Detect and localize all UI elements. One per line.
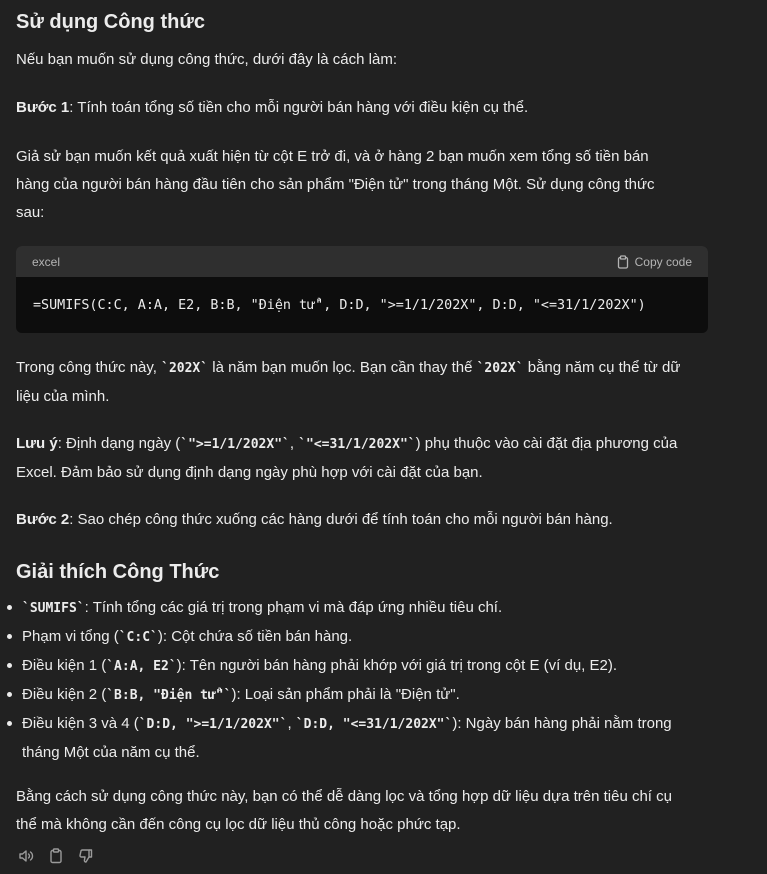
assumption-line-2: hàng của người bán hàng đầu tiên cho sản phẩm "Điện tử" trong tháng Một. Sử dụng công thức — [16, 176, 655, 193]
inline-code: `B:B, "Điện tử"` — [106, 688, 232, 703]
intro-paragraph: Nếu bạn muốn sử dụng công thức, dưới đây là cách làm: — [16, 51, 397, 68]
explanation-text-a: Trong công thức này, — [16, 359, 162, 376]
code-block-header — [16, 246, 708, 277]
inline-code-date-end: `"<=31/1/202X"` — [298, 437, 416, 452]
assumption-line-1: Giả sử bạn muốn kết quả xuất hiện từ cột E trở đi, và ở hàng 2 bạn muốn xem tổng số tiền bán — [16, 148, 649, 165]
step1-label: Bước 1 — [16, 99, 70, 116]
list-item-text: ): Ngày bán hàng phải nằm trong — [452, 715, 672, 732]
note-paragraph — [16, 430, 716, 487]
section-heading-usage: Sử dụng Công thức — [16, 11, 205, 33]
step2-label: Bước 2 — [16, 511, 70, 528]
thumbs-down-icon[interactable] — [76, 846, 96, 866]
inline-code: `D:D, "<=31/1/202X"` — [295, 717, 453, 732]
list-item — [16, 681, 716, 710]
note-text-a: : Định dạng ngày ( — [57, 435, 181, 452]
list-item — [16, 652, 716, 681]
explanation-list — [16, 594, 716, 767]
clipboard-icon — [616, 255, 630, 269]
list-item-text: ): Tên người bán hàng phải khớp với giá trị trong cột E (ví dụ, E2). — [176, 657, 618, 674]
inline-code: `D:D, ">=1/1/202X"` — [138, 717, 288, 732]
code-content: =SUMIFS(C:C, A:A, E2, B:B, "Điện tử", D:D, ">=1/1/202X", D:D, "<=31/1/202X") — [33, 297, 646, 313]
list-item-text: : Tính tổng các giá trị trong phạm vi mà đáp ứng nhiều tiêu chí. — [84, 599, 503, 616]
step2-paragraph — [16, 506, 716, 534]
inline-code-date-start: `">=1/1/202X"` — [180, 437, 290, 452]
step1-text: : Tính toán tổng số tiền cho mỗi người bán hàng với điều kiện cụ thể. — [69, 99, 529, 116]
explanation-text-c: bằng năm cụ thể từ dữ — [523, 359, 681, 376]
closing-line-2: thể mà không cần đến công cụ lọc dữ liệu thủ công hoặc phức tạp. — [16, 816, 461, 833]
list-item-prefix: Điều kiện 1 ( — [22, 657, 107, 674]
inline-code-year-2: `202X` — [476, 361, 524, 376]
section-heading-explanation: Giải thích Công Thức — [16, 561, 220, 583]
list-item-text: ): Cột chứa số tiền bán hàng. — [157, 628, 353, 645]
message-actions — [16, 846, 96, 866]
list-item — [16, 710, 716, 767]
inline-code: `C:C` — [118, 630, 158, 645]
code-language-label: excel — [32, 254, 61, 269]
note-text-b: ) phụ thuộc vào cài đặt địa phương của — [415, 435, 678, 452]
list-item-line-2: tháng Một của năm cụ thể. — [22, 744, 200, 761]
assumption-paragraph — [16, 143, 716, 227]
copy-code-label: Copy code — [634, 254, 692, 269]
closing-line-1: Bằng cách sử dụng công thức này, bạn có thể dễ dàng lọc và tổng hợp dữ liệu dựa trên tiêu chí cụ — [16, 788, 672, 805]
inline-code: `A:A, E2` — [106, 659, 177, 674]
explanation-paragraph — [16, 354, 716, 411]
step1-paragraph — [16, 94, 716, 122]
speaker-icon[interactable] — [16, 846, 36, 866]
step2-text: : Sao chép công thức xuống các hàng dưới để tính toán cho mỗi người bán hàng. — [69, 511, 613, 528]
explanation-line-2: liệu của mình. — [16, 388, 110, 405]
copy-code-button[interactable] — [616, 255, 692, 269]
explanation-text-b: là năm bạn muốn lọc. Bạn cần thay thế — [208, 359, 477, 376]
list-item — [16, 623, 716, 652]
inline-code: `SUMIFS` — [22, 601, 85, 616]
code-block — [16, 246, 708, 333]
assumption-line-3: sau: — [16, 204, 45, 221]
list-item-prefix: Phạm vi tổng ( — [22, 628, 119, 645]
inline-code-year: `202X` — [161, 361, 209, 376]
note-label: Lưu ý — [16, 435, 58, 452]
list-item-text: ): Loại sản phẩm phải là "Điện tử". — [231, 686, 460, 703]
list-item-separator: , — [287, 715, 296, 732]
note-separator: , — [289, 435, 299, 452]
list-item-prefix: Điều kiện 2 ( — [22, 686, 107, 703]
note-line-2: Excel. Đảm bảo sử dụng định dạng ngày phù hợp với cài đặt của bạn. — [16, 464, 483, 481]
copy-icon[interactable] — [46, 846, 66, 866]
list-item-prefix: Điều kiện 3 và 4 ( — [22, 715, 139, 732]
list-item — [16, 594, 716, 623]
closing-paragraph — [16, 783, 716, 839]
